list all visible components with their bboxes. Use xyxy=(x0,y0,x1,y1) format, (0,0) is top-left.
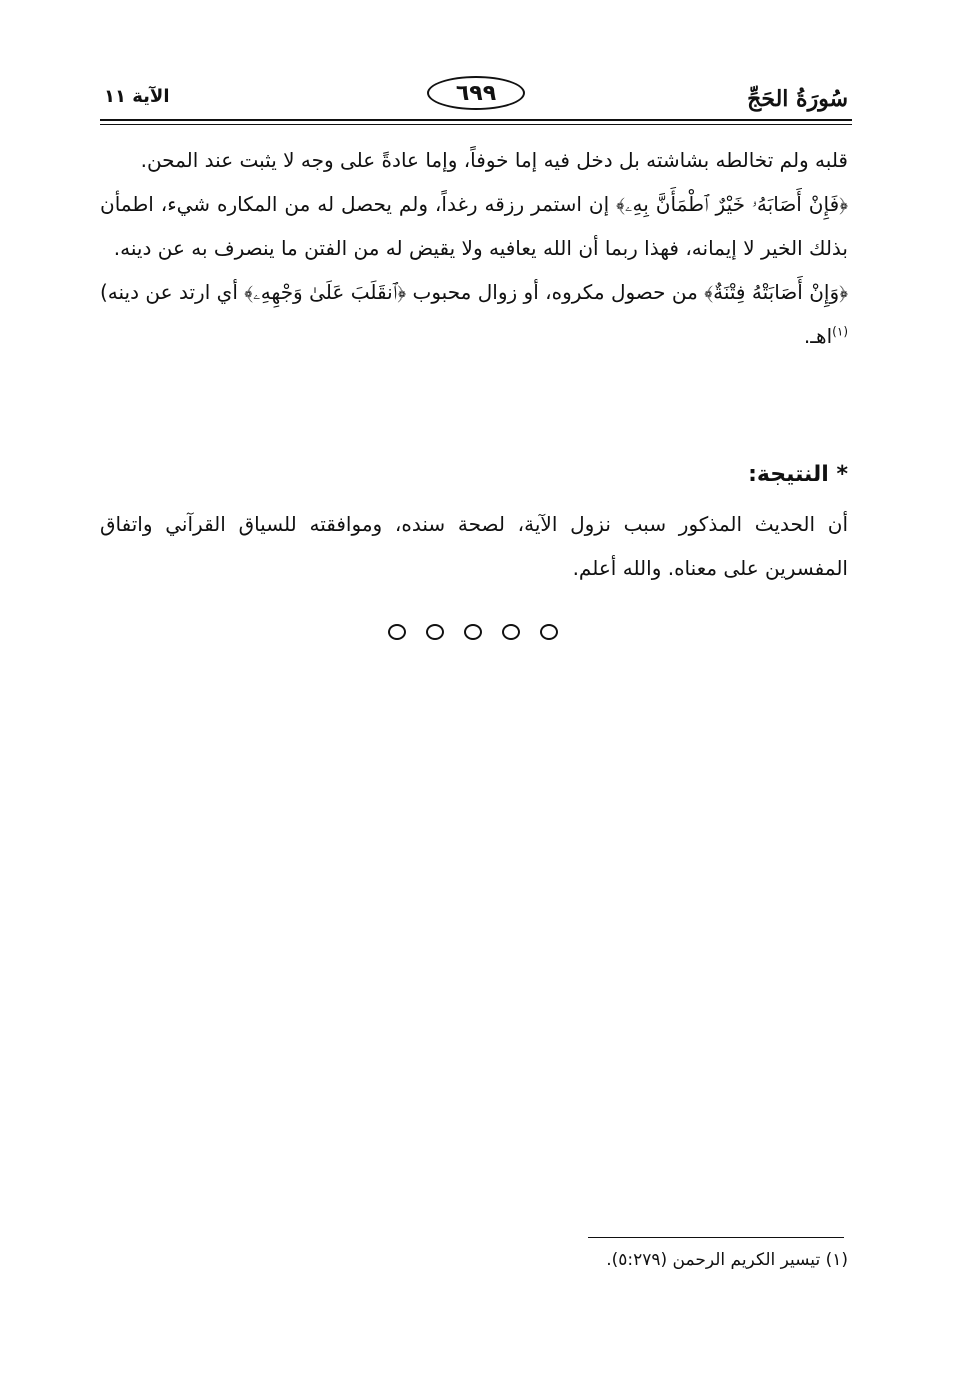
footnote-marker: (١) xyxy=(832,324,848,339)
paragraph-3-text: ﴿وَإِنْ أَصَابَتْهُ فِتْنَةٌ﴾ من حصول مكروه، أو زوال محبوب ﴿ٱنقَلَبَ عَلَىٰ وَجْهِهِۦ﴾ أي ارتد عن دينه) xyxy=(100,280,848,304)
paragraph-1: قلبه ولم تخالطه بشاشته بل دخل فيه إما خوفاً، وإما عادةً على وجه لا يثبت عند المحن. xyxy=(140,148,848,172)
paragraph-3 xyxy=(100,270,848,358)
conclusion-heading: * النتيجة: xyxy=(748,462,848,487)
ayah-reference: الآية ١١ xyxy=(104,86,170,107)
footnote-1: (١) تيسير الكريم الرحمن (٥:٢٧٩). xyxy=(606,1250,848,1270)
page-header xyxy=(100,72,852,120)
body-text xyxy=(100,138,848,358)
ornament-ring xyxy=(388,624,406,640)
conclusion-text: أن الحديث المذكور سبب نزول الآية، لصحة سنده، وموافقته للسياق القرآني واتفاق المفسرين على معناه. والله أعلم. xyxy=(100,512,848,580)
paragraph-2: ﴿فَإِنْ أَصَابَهُۥ خَيْرٌ ٱطْمَأَنَّ بِهِۦ﴾ إن استمر رزقه رغداً، ولم يحصل له من المكاره شيء، اطمأن بذلك الخير لا إيمانه، فهذا ربما أن الله يعافيه ولا يقيض له من الفتن ما ينصرف به عن دينه. xyxy=(100,192,848,260)
header-rule-thick xyxy=(100,119,852,121)
ornament-ring xyxy=(540,624,558,640)
surah-name: سُورَةُ الحَجِّ xyxy=(747,86,848,112)
ornament-ring xyxy=(426,624,444,640)
footnote-separator xyxy=(588,1237,844,1238)
paragraph-3-end: اهـ. xyxy=(803,324,833,348)
ornament-ring xyxy=(502,624,520,640)
header-rule-thin xyxy=(100,124,852,125)
ornament-ring xyxy=(464,624,482,640)
section-end-ornament xyxy=(388,620,558,644)
page-number: ٦٩٩ xyxy=(427,76,525,110)
